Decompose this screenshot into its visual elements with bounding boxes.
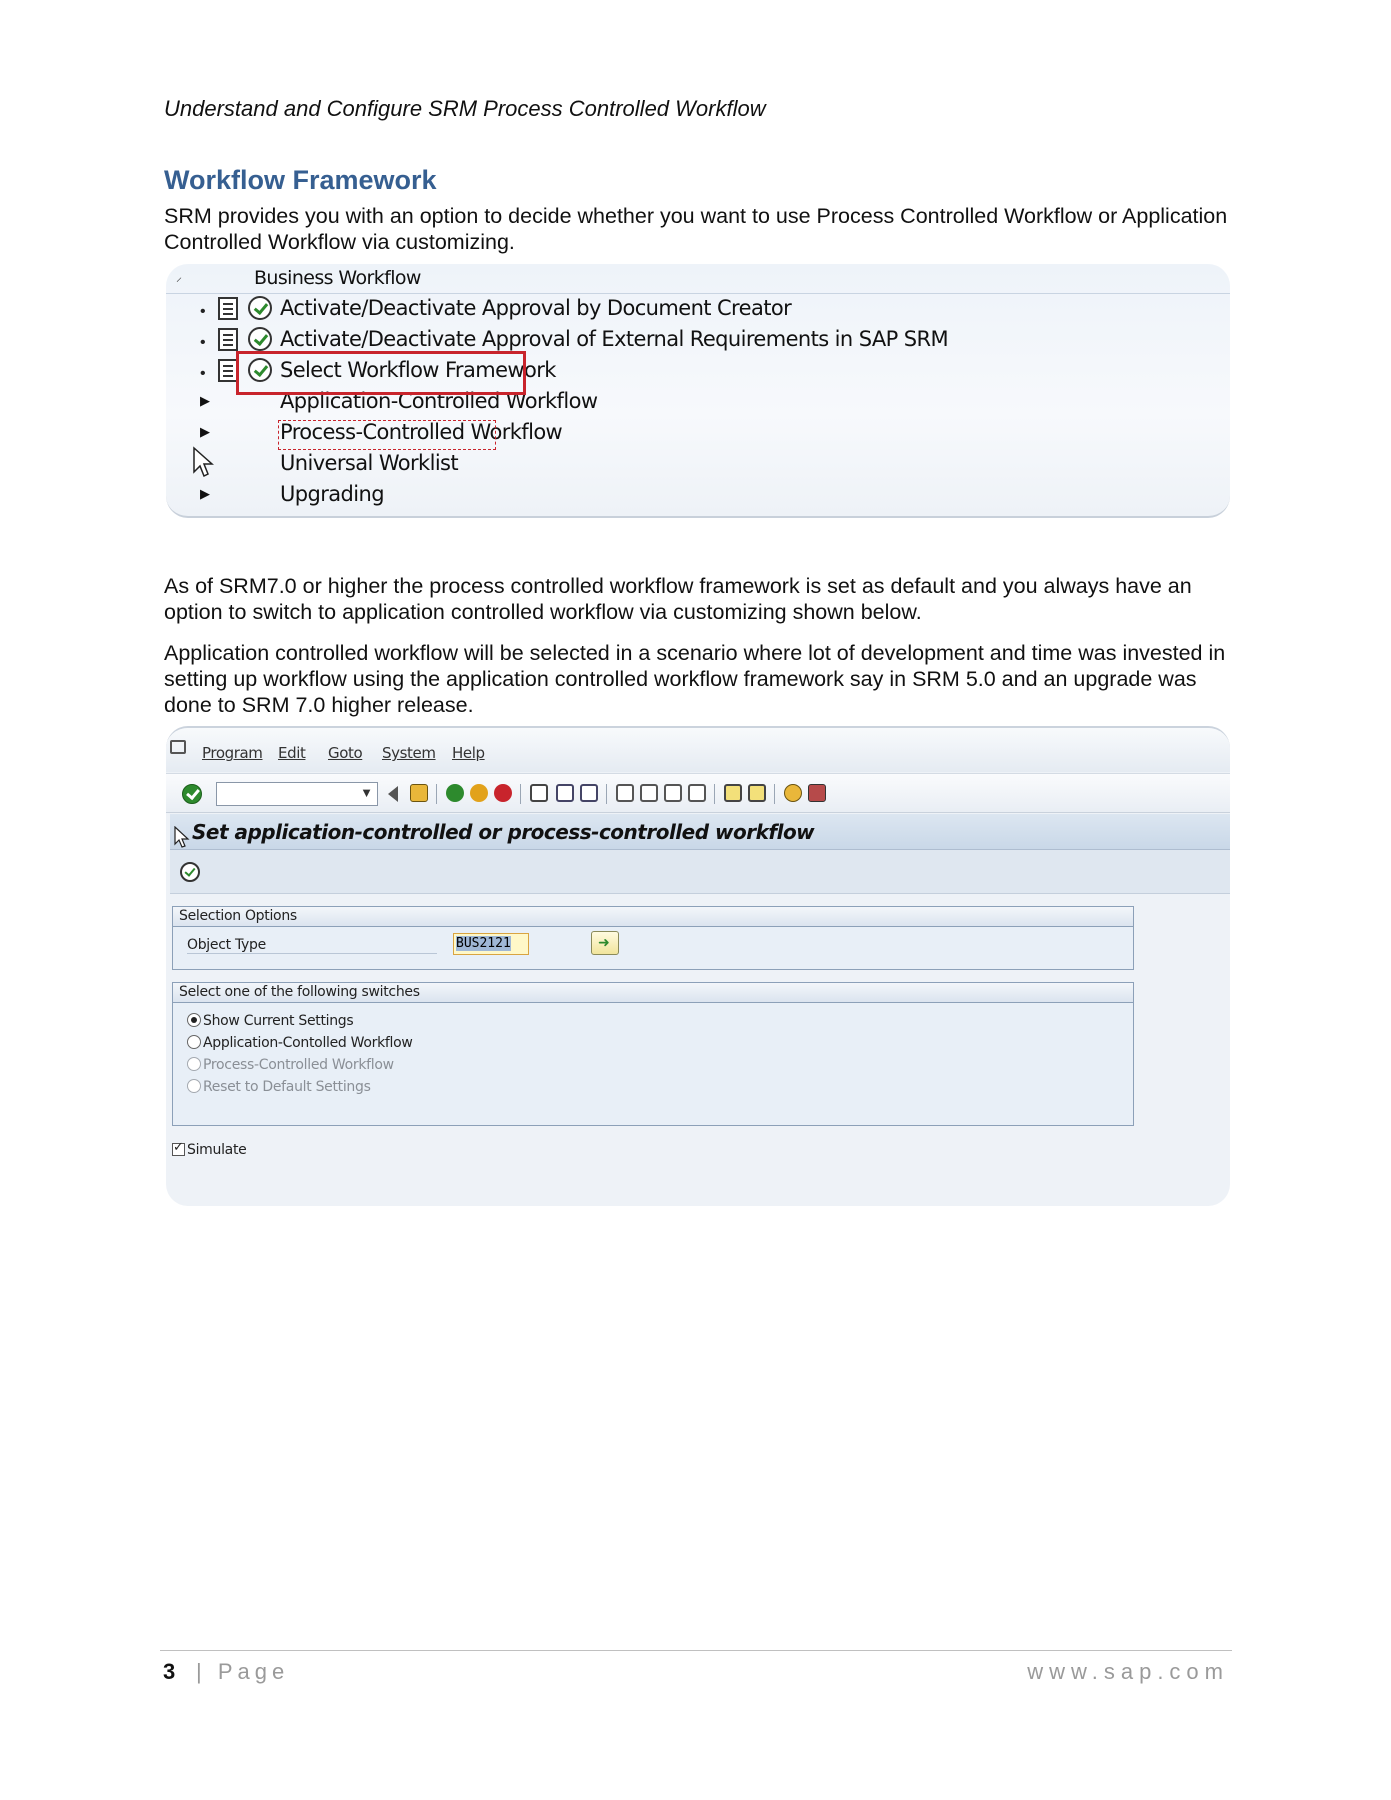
tree-item-universal-worklist[interactable] (166, 449, 1230, 479)
bullet-icon: • (200, 334, 206, 351)
document-icon[interactable] (218, 297, 238, 320)
expand-arrow-icon[interactable]: ▶ (200, 486, 210, 501)
tree-item-label: Select Workflow Framework (280, 358, 556, 382)
back-icon[interactable] (446, 784, 464, 802)
new-session-icon[interactable] (724, 784, 742, 802)
radio-process-controlled (187, 1057, 394, 1073)
radio-application-controlled[interactable] (187, 1035, 413, 1051)
tree-item-label: Activate/Deactivate Approval of External Requirements in SAP SRM (280, 327, 948, 351)
previous-page-icon[interactable] (640, 784, 658, 802)
group-title: Selection Options (173, 907, 1133, 927)
object-type-label: Object Type (187, 937, 437, 954)
radio-button[interactable] (187, 1013, 201, 1027)
toolbar-separator (714, 784, 715, 804)
exit-icon[interactable] (470, 784, 488, 802)
radio-button (187, 1079, 201, 1093)
back-arrow-icon[interactable] (388, 786, 398, 802)
paragraph: Application controlled workflow will be selected in a scenario where lot of development and time was invested in setting up workflow using the application controlled workflow framework say in SRM 5.0 and an upgrade was done to SRM 7.0 higher release. (164, 641, 1226, 717)
menu-edit[interactable]: Edit (278, 744, 306, 762)
help-icon[interactable] (784, 784, 802, 802)
mouse-cursor-icon (192, 446, 214, 478)
tree-item-label: Application-Controlled Workflow (280, 389, 598, 413)
menu-bar (166, 728, 1230, 772)
radio-reset-default (187, 1079, 371, 1095)
enter-icon[interactable] (182, 784, 202, 804)
execute-icon[interactable] (180, 862, 200, 882)
toolbar-separator (774, 784, 775, 804)
next-page-icon[interactable] (664, 784, 682, 802)
section-title: Workflow Framework (164, 165, 437, 195)
standard-toolbar (166, 773, 1230, 813)
document-icon[interactable] (218, 359, 238, 382)
document-icon[interactable] (218, 328, 238, 351)
tree-item-approval-by-creator[interactable] (166, 294, 1230, 324)
page-label: | Page (196, 1659, 290, 1684)
object-type-input[interactable] (453, 933, 529, 955)
tree-item-label: Activate/Deactivate Approval by Document Creator (280, 296, 792, 320)
mouse-cursor-icon (174, 826, 190, 848)
tree-item-label: Upgrading (280, 482, 384, 506)
find-next-icon[interactable] (580, 784, 598, 802)
paragraph: SRM provides you with an option to decide whether you want to use Process Controlled Workflow or Application Controlled Workflow via customizing. (164, 204, 1228, 254)
footer-website: www.sap.com (1027, 1659, 1229, 1684)
menu-system[interactable]: System (382, 744, 436, 762)
radio-button[interactable] (187, 1035, 201, 1049)
tree-item-label: Universal Worklist (280, 451, 459, 475)
focus-outline (278, 420, 496, 450)
bullet-icon: • (200, 303, 206, 320)
paragraph: As of SRM7.0 or higher the process controlled workflow framework is set as default and you always have an option to switch to application controlled workflow via customizing shown below. (164, 574, 1192, 624)
expand-arrow-icon[interactable]: ▶ (200, 393, 210, 408)
radio-show-current-settings[interactable] (187, 1013, 353, 1029)
screen-title: Set application-controlled or process-controlled workflow (192, 820, 815, 844)
toolbar-separator (436, 784, 437, 804)
tree-header-label: Business Workflow (254, 267, 421, 289)
find-icon[interactable] (556, 784, 574, 802)
tree-item-label: Process-Controlled Workflow (280, 420, 563, 444)
switches-group (172, 982, 1134, 1126)
layout-icon[interactable] (808, 784, 826, 802)
menu-icon[interactable] (170, 740, 186, 754)
radio-label: Application-Contolled Workflow (203, 1035, 413, 1051)
value-help-button[interactable] (591, 931, 619, 955)
document-header: Understand and Configure SRM Process Controlled Workflow (164, 96, 766, 121)
toolbar-separator (520, 784, 521, 804)
menu-program[interactable]: Program (202, 744, 263, 762)
application-toolbar (170, 850, 1230, 894)
object-type-value: BUS2121 (456, 936, 511, 951)
command-field[interactable] (216, 782, 378, 806)
menu-goto[interactable]: Goto (328, 744, 363, 762)
bullet-icon: • (200, 365, 206, 382)
tree-header (166, 264, 1230, 294)
simulate-checkbox[interactable] (172, 1142, 246, 1158)
menu-help[interactable]: Help (452, 744, 485, 762)
highlight-box (236, 351, 526, 395)
radio-button (187, 1057, 201, 1071)
cancel-icon[interactable] (494, 784, 512, 802)
save-icon[interactable] (410, 784, 428, 802)
print-icon[interactable] (530, 784, 548, 802)
chevron-down-icon[interactable]: ▼ (360, 785, 373, 800)
tree-line-icon: ⸝ (176, 270, 183, 284)
last-page-icon[interactable] (688, 784, 706, 802)
sap-gui-screenshot (166, 726, 1230, 1206)
checkbox-label: Simulate (187, 1142, 247, 1158)
radio-label: Reset to Default Settings (203, 1079, 371, 1095)
first-page-icon[interactable] (616, 784, 634, 802)
radio-label: Process-Controlled Workflow (203, 1057, 394, 1073)
selection-options-group (172, 906, 1134, 970)
radio-label: Show Current Settings (203, 1013, 354, 1029)
execute-icon[interactable] (248, 327, 272, 351)
checkbox[interactable] (172, 1143, 185, 1156)
page-number: 3 (163, 1659, 176, 1684)
shortcut-icon[interactable] (748, 784, 766, 802)
tree-item-upgrading[interactable] (166, 480, 1230, 510)
screen-title-bar (170, 814, 1230, 850)
toolbar-separator (606, 784, 607, 804)
footer-divider (160, 1650, 1232, 1651)
execute-icon[interactable] (248, 296, 272, 320)
expand-arrow-icon[interactable]: ▶ (200, 424, 210, 439)
group-title: Select one of the following switches (173, 983, 1133, 1003)
